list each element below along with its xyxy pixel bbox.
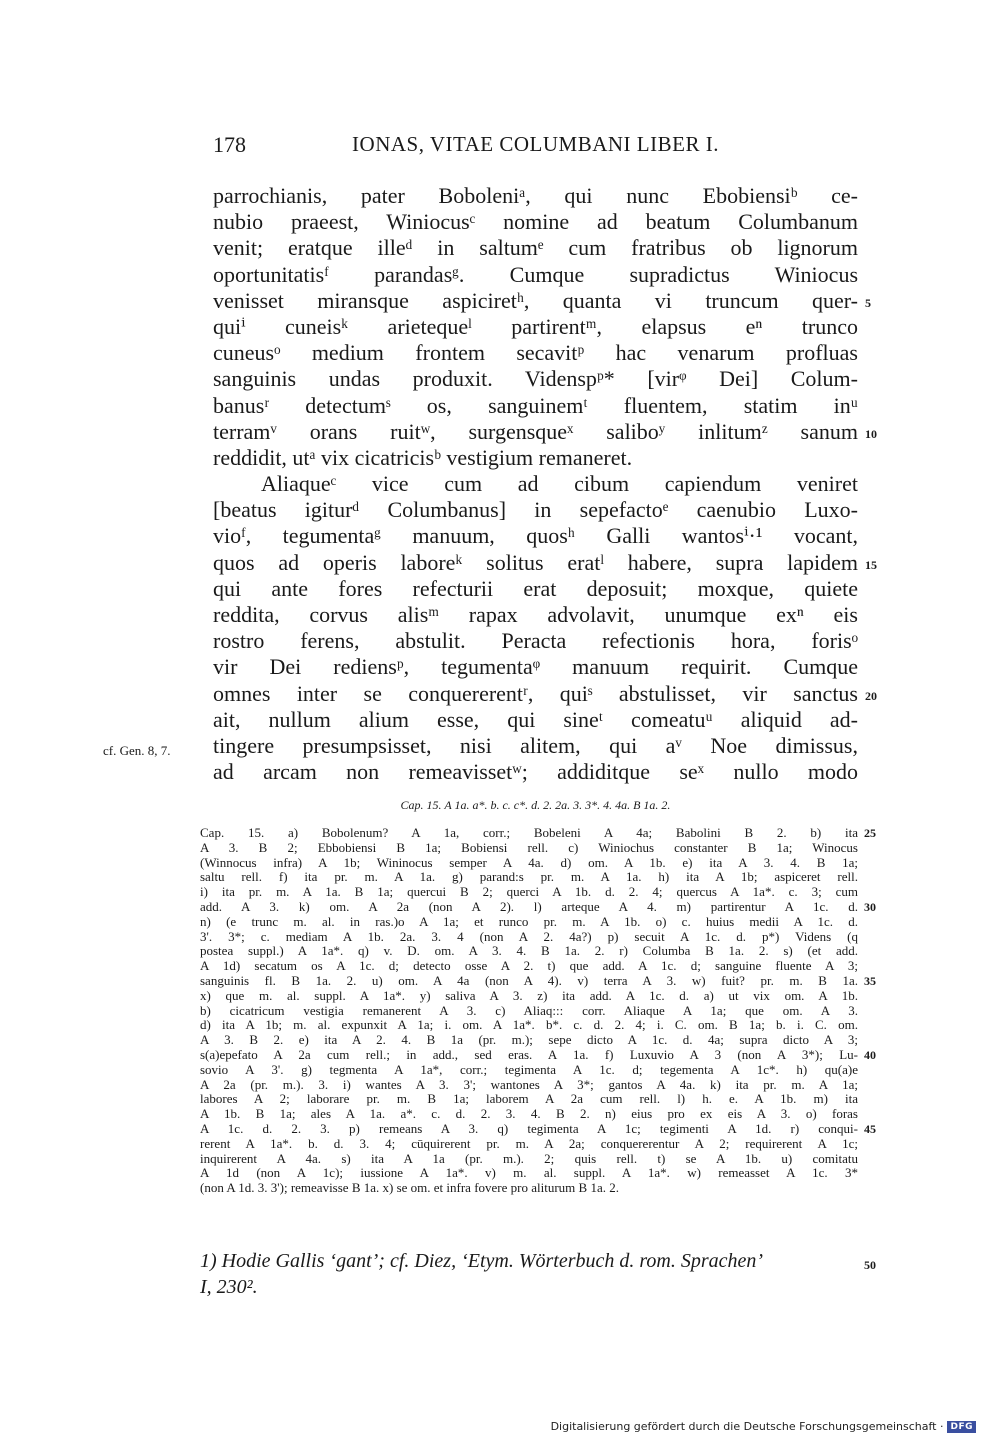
text-line-content: vioᶠ, tegumentaᵍ manuum, quosʰ Galli wantosⁱ·¹ vocant, — [213, 523, 858, 549]
text-line — [213, 235, 858, 261]
text-line — [213, 549, 877, 576]
apparatus-line-content: A 1d) secatum os A 1c. d; detecto osse A 2. t) que add. A 1c. d; sanguine fluente A 3; — [200, 958, 858, 974]
manuscript-sources: Cap. 15. A 1a. a*. b. c. c*. d. 2. 2a. 3. 3*. 4. 4a. B 1a. 2. — [400, 798, 671, 812]
apparatus-line-content: (Winnocus infra) A 1b; Wininocus semper A 4a. d) om. A 1b. e) ita A 3. 4. B 1a; — [200, 854, 858, 870]
apparatus-line — [200, 944, 858, 959]
apparatus-line-content: labores A 2; laborare pr. m. B 1a; laborem A 2a cum rell. l) h. e. A 1b. m) ita — [200, 1091, 858, 1107]
text-line — [103, 732, 858, 759]
digitization-notice — [551, 1420, 976, 1433]
text-line — [213, 497, 858, 523]
text-line-content: cuneusᵒ medium frontem secavitᵖ hac venarum profluas — [213, 340, 858, 366]
line-number: 30 — [864, 899, 876, 914]
footnote-line-content: 1) Hodie Gallis ‘gant’; cf. Diez, ‘Etym. Wörterbuch d. rom. Sprachen’ — [200, 1250, 764, 1272]
text-line — [213, 602, 858, 628]
apparatus-line-content: A 1c. d. 2. 3. p) remeans A 3. q) tegimenta A 1c; tegimenti A 1d. r) conqui- — [200, 1120, 858, 1136]
apparatus-line-content: A 3. B 2. e) ita A 2. 4. B 1a (pr. m.); sepe dicto A 1c. d. 4a; supra dicto A 3; — [200, 1032, 858, 1048]
apparatus-line-content: s(a)epefato A 2a cum rell.; in add., sed eras. A 1a. f) Luxuvio A 3 (non A 3*); Lu- — [200, 1046, 858, 1062]
apparatus-line-content: (non A 1d. 3. 3'); remeavisse B 1a. x) se om. et infra fovere pro aliturum B 1a. 2. — [200, 1180, 619, 1196]
line-number: 15 — [865, 557, 877, 572]
margin-reference: cf. Gen. 8, 7. — [103, 742, 171, 758]
apparatus-line — [200, 1166, 858, 1181]
text-line-content: Aliaqueᶜ vice cum ad cibum capiendum veniret — [261, 471, 858, 497]
line-number: 40 — [864, 1047, 876, 1062]
footnote — [200, 1248, 876, 1300]
apparatus-line — [200, 930, 858, 945]
text-line-content: parrochianis, pater Boboleniᵃ, qui nunc Ebobiensiᵇ ce- — [213, 183, 858, 208]
running-title: IONAS, VITAE COLUMBANI LIBER I. — [352, 132, 719, 156]
apparatus-line-content: sovio A 3'. g) tegmenta A 1a*, corr.; tegimenta A 1c. d; tegementa A 1c*. h) qu(a)e — [200, 1061, 858, 1077]
apparatus-line-content: A 2a (pr. m.). 3. i) wantes A 3. 3'; wantones A 3*; gantos A 4a. k) ita pr. m. A 1a; — [200, 1076, 858, 1092]
line-number: 35 — [864, 973, 876, 988]
apparatus-line-content: saltu rell. f) ita pr. m. A 1a. g) parand:s pr. m. A 1a. h) ita A 1b; aspiceret rell. — [200, 869, 858, 885]
dfg-logo: DFG — [947, 1421, 976, 1433]
line-number: 45 — [864, 1121, 876, 1136]
apparatus-line — [200, 825, 876, 841]
footnote-line-content: I, 230². — [200, 1276, 258, 1298]
apparatus-line — [200, 885, 858, 900]
text-line-content: nubio praeest, Winiocusᶜ nomine ad beatum Columbanum — [213, 209, 858, 235]
apparatus-line — [200, 1152, 858, 1167]
main-text — [103, 183, 877, 785]
text-line — [213, 707, 858, 733]
apparatus-line-content: inquirerent A 4a. s) ita A 1a (pr. m.). 2; quis rell. t) se A 1b. u) comitatu — [200, 1150, 858, 1166]
apparatus-line — [200, 1181, 858, 1196]
apparatus-line — [200, 870, 858, 885]
text-line — [213, 680, 877, 707]
page-header — [213, 132, 858, 162]
text-line-content: reddidit, utᵃ vix cicatricisᵇ vestigium remaneret. — [213, 444, 633, 470]
apparatus-line — [200, 1092, 858, 1107]
line-number: 20 — [865, 688, 877, 703]
text-line-content: venit; eratque illeᵈ in saltumᵉ cum fratribus ob lignorum — [213, 235, 858, 261]
apparatus-line-content: A 1b. B 1a; ales A 1a. a*. c. d. 2. 3. 4. B 2. n) eius pro ex eis A 3. o) foras — [200, 1106, 858, 1122]
text-line — [213, 314, 858, 340]
apparatus-line — [200, 1063, 858, 1078]
text-line — [213, 471, 858, 497]
apparatus-line-content: b) cicatricum vestigia remanerent A 3. c) Aliaq::: corr. Aliaque A 1a; que om. A 3. — [200, 1002, 858, 1018]
text-line-content: sanguinis undas produxit. Videnspᵖ* [virᵠ Dei] Colum- — [213, 366, 858, 392]
apparatus-line — [200, 972, 876, 989]
apparatus-line-content: A 3. B 2; Ebbobiensi B 1a; Bobiensi rell. c) Winiochus constanter B 1a; Winocus — [200, 839, 858, 855]
text-line-content: ad arcam non remeavissetʷ; addiditque seˣ nullo modo — [213, 759, 858, 785]
text-line-content: quiⁱ cuneisᵏ arietequeˡ partirentᵐ, elapsus eⁿ trunco — [213, 313, 858, 339]
apparatus-line — [200, 1137, 858, 1152]
text-line-content: oportunitatisᶠ parandasᵍ. Cumque supradictus Winiocus — [213, 261, 858, 287]
apparatus-line-content: d) ita A 1b; m. al. expunxit A 1a; i. om. A 1a*. b*. c. d. 2. 4; i. C. om. B 1a; b. i. C. om. — [200, 1017, 858, 1033]
footnote-line — [200, 1248, 876, 1274]
apparatus-line-content: i) ita pr. m. A 1a. B 1a; quercui B 2; querci A 1b. d. 2. 4; quercus A 1a*. c. 3; cum — [200, 884, 858, 900]
apparatus-line — [200, 1046, 876, 1063]
footnote-line — [200, 1274, 858, 1300]
text-line — [213, 445, 858, 471]
apparatus-line-content: 3'. 3*; c. mediam A 1b. 2a. 3. 4 (non A 2. 4a?) p) secuit A 1c. d. p*) Videns (q — [200, 928, 858, 944]
apparatus-line — [200, 856, 858, 871]
text-line-content: vir Dei rediensᵖ, tegumentaᵠ manuum requirit. Cumque — [213, 654, 858, 680]
apparatus-line — [200, 989, 858, 1004]
text-line-content: venisset miransque aspiciretʰ, quanta vi truncum quer- — [213, 287, 858, 313]
apparatus-line — [200, 1033, 858, 1048]
apparatus-line-content: n) (e trunc m. al. in ras.)o A 1a; et runco pr. m. A 1b. o) c. huius medii A 1c. d. — [200, 913, 858, 929]
apparatus-line — [200, 915, 858, 930]
apparatus-line-content: Cap. 15. a) Bobolenum? A 1a, corr.; Bobeleni A 4a; Babolini B 2. b) ita — [200, 825, 858, 840]
text-line — [213, 576, 858, 602]
apparatus-line — [200, 841, 858, 856]
apparatus-line-content: postea suppl.) A 1a*. q) v. D. om. A 3. 4. B 1a. 2. r) Columba B 1a. 2. s) (et add. — [200, 943, 858, 959]
line-number: 5 — [865, 295, 871, 310]
apparatus-line — [200, 1018, 858, 1033]
text-line-content: omnes inter se conquererentʳ, quiˢ abstulisset, vir sanctus — [213, 680, 858, 706]
apparatus-line — [200, 1004, 858, 1019]
digitization-text: Digitalisierung gefördert durch die Deutsche Forschungsgemeinschaft · — [550, 1420, 944, 1433]
text-line-content: quos ad operis laboreᵏ solitus eratˡ habere, supra lapidem — [213, 549, 858, 575]
apparatus-line — [200, 1120, 876, 1137]
apparatus-line-content: x) que m. al. suppl. A 1a*. y) saliva A 3. z) ita add. A 1c. d. a) ut vix om. A 1b. — [200, 987, 858, 1003]
apparatus-line — [200, 898, 876, 915]
text-line — [213, 287, 871, 314]
text-line-content: [beatus igiturᵈ Columbanus] in sepefactoᵉ caenubio Luxo- — [213, 497, 858, 523]
text-line-content: reddita, corvus alisᵐ rapax advolavit, unumque exⁿ eis — [213, 602, 858, 627]
page-number: 178 — [213, 132, 246, 157]
text-line — [213, 759, 858, 785]
line-number: 50 — [864, 1258, 876, 1272]
text-line — [213, 418, 877, 445]
text-line — [213, 340, 858, 366]
text-line-content: rostro ferens, abstulit. Peracta refectionis hora, forisᵒ — [213, 628, 858, 654]
apparatus-line — [200, 1107, 858, 1122]
text-line-content: ait, nullum alium esse, qui sineᵗ comeatuᵘ aliquid ad- — [213, 706, 858, 732]
text-line — [213, 366, 858, 392]
text-line-content: qui ante fores refecturii erat deposuit; moxque, quiete — [213, 575, 858, 601]
apparatus-line-content: add. A 3. k) om. A 2a (non A 2). l) arteque A 4. m) partirentur A 1c. d. — [200, 898, 858, 914]
text-line — [213, 628, 858, 654]
line-number: 25 — [864, 826, 876, 840]
line-number: 10 — [865, 426, 877, 441]
critical-apparatus — [200, 825, 876, 1196]
apparatus-line-content: rerent A 1a*. b. d. 3. 4; cūquirerent pr. m. A 2a; conquererentur A 2; requirerent A 1c; — [200, 1135, 858, 1151]
text-line-content: tingere presumpsisset, nisi alitem, qui aᵛ Noe dimissus, — [213, 732, 858, 758]
apparatus-line-content: A 1d (non A 1c); iussione A 1a*. v) m. al. suppl. A 1a*. w) remeasset A 1c. 3* — [200, 1165, 858, 1181]
apparatus-line-content: sanguinis fl. B 1a. 2. u) om. A 4a (non A 4). v) terra A 3. w) fuit? pr. m. B 1a. — [200, 972, 858, 988]
apparatus-line — [200, 959, 858, 974]
apparatus-line — [200, 1078, 858, 1093]
text-line — [213, 523, 858, 549]
text-line — [213, 183, 858, 209]
text-line-content: terramᵛ orans ruitʷ, surgensqueˣ saliboʸ inlitumᶻ sanum — [213, 418, 858, 444]
text-line — [213, 262, 858, 288]
text-line — [213, 209, 858, 235]
text-line — [213, 654, 858, 680]
text-line-content: banusʳ detectumˢ os, sanguinemᵗ fluentem, statim inᵘ — [213, 392, 858, 418]
text-line — [213, 393, 858, 419]
